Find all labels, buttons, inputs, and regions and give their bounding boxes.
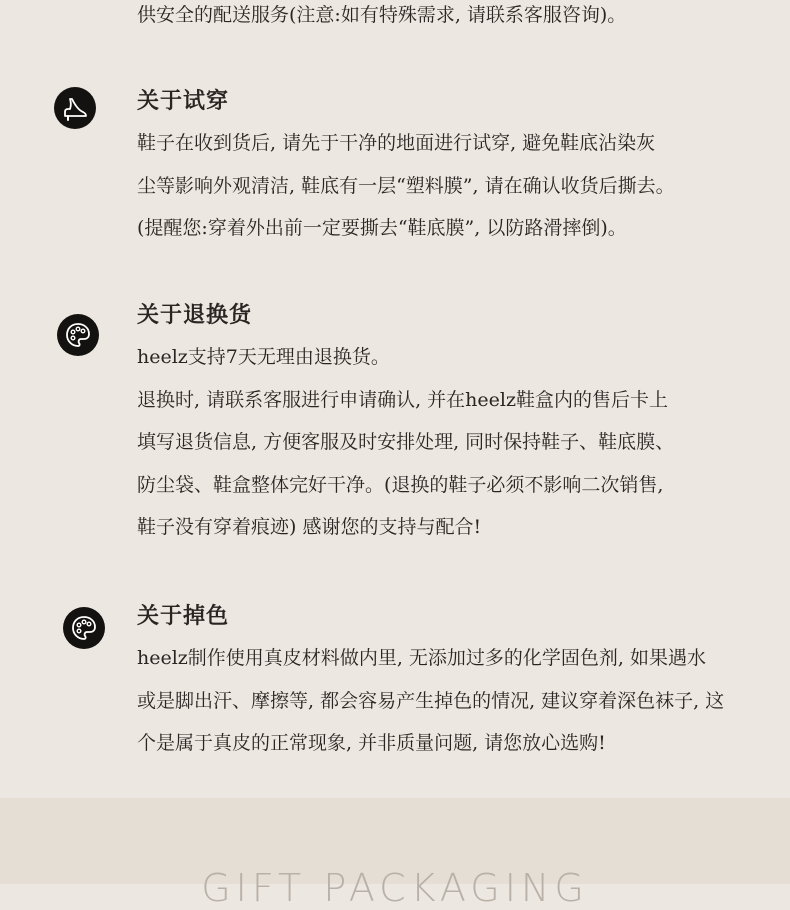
high-heel-icon xyxy=(54,87,96,129)
body-line: heelz制作使用真皮材料做内里, 无添加过多的化学固色剂, 如果遇水 xyxy=(137,647,706,669)
body-line: 鞋子在收到货后, 请先于干净的地面进行试穿, 避免鞋底沾染灰 xyxy=(137,132,656,154)
body-line: 退换时, 请联系客服进行申请确认, 并在heelz鞋盒内的售后卡上 xyxy=(137,388,668,411)
section-title: 关于退换货 xyxy=(137,302,253,328)
palette-icon xyxy=(57,314,99,356)
section-body xyxy=(137,122,737,250)
intro-text-tail: 供安全的配送服务(注意:如有特殊需求, 请联系客服咨询)。 xyxy=(137,4,627,26)
gift-packaging-title: GIFT PACKAGING xyxy=(201,866,589,910)
section-title: 关于试穿 xyxy=(137,88,230,114)
body-line: 填写退货信息, 方便客服及时安排处理, 同时保持鞋子、鞋底膜、 xyxy=(137,431,675,453)
body-line: (提醒您:穿着外出前一定要撕去“鞋底膜”, 以防路滑摔倒)。 xyxy=(137,217,627,239)
body-line: 尘等影响外观清洁, 鞋底有一层“塑料膜”, 请在确认收货后撕去。 xyxy=(137,174,675,197)
body-line: 防尘袋、鞋盒整体完好干净。(退换的鞋子必须不影响二次销售, xyxy=(137,473,664,496)
palette-icon xyxy=(63,607,105,649)
body-line: heelz支持7天无理由退换货。 xyxy=(137,346,390,368)
body-line: 鞋子没有穿着痕迹) 感谢您的支持与配合! xyxy=(137,516,482,538)
section-body xyxy=(137,336,737,549)
section-title: 关于掉色 xyxy=(137,603,230,629)
body-line: 个是属于真皮的正常现象, 并非质量问题, 请您放心选购! xyxy=(137,732,606,754)
body-line: 或是脚出汗、摩擦等, 都会容易产生掉色的情况, 建议穿着深色袜子, 这 xyxy=(137,689,725,712)
section-body xyxy=(137,637,737,765)
